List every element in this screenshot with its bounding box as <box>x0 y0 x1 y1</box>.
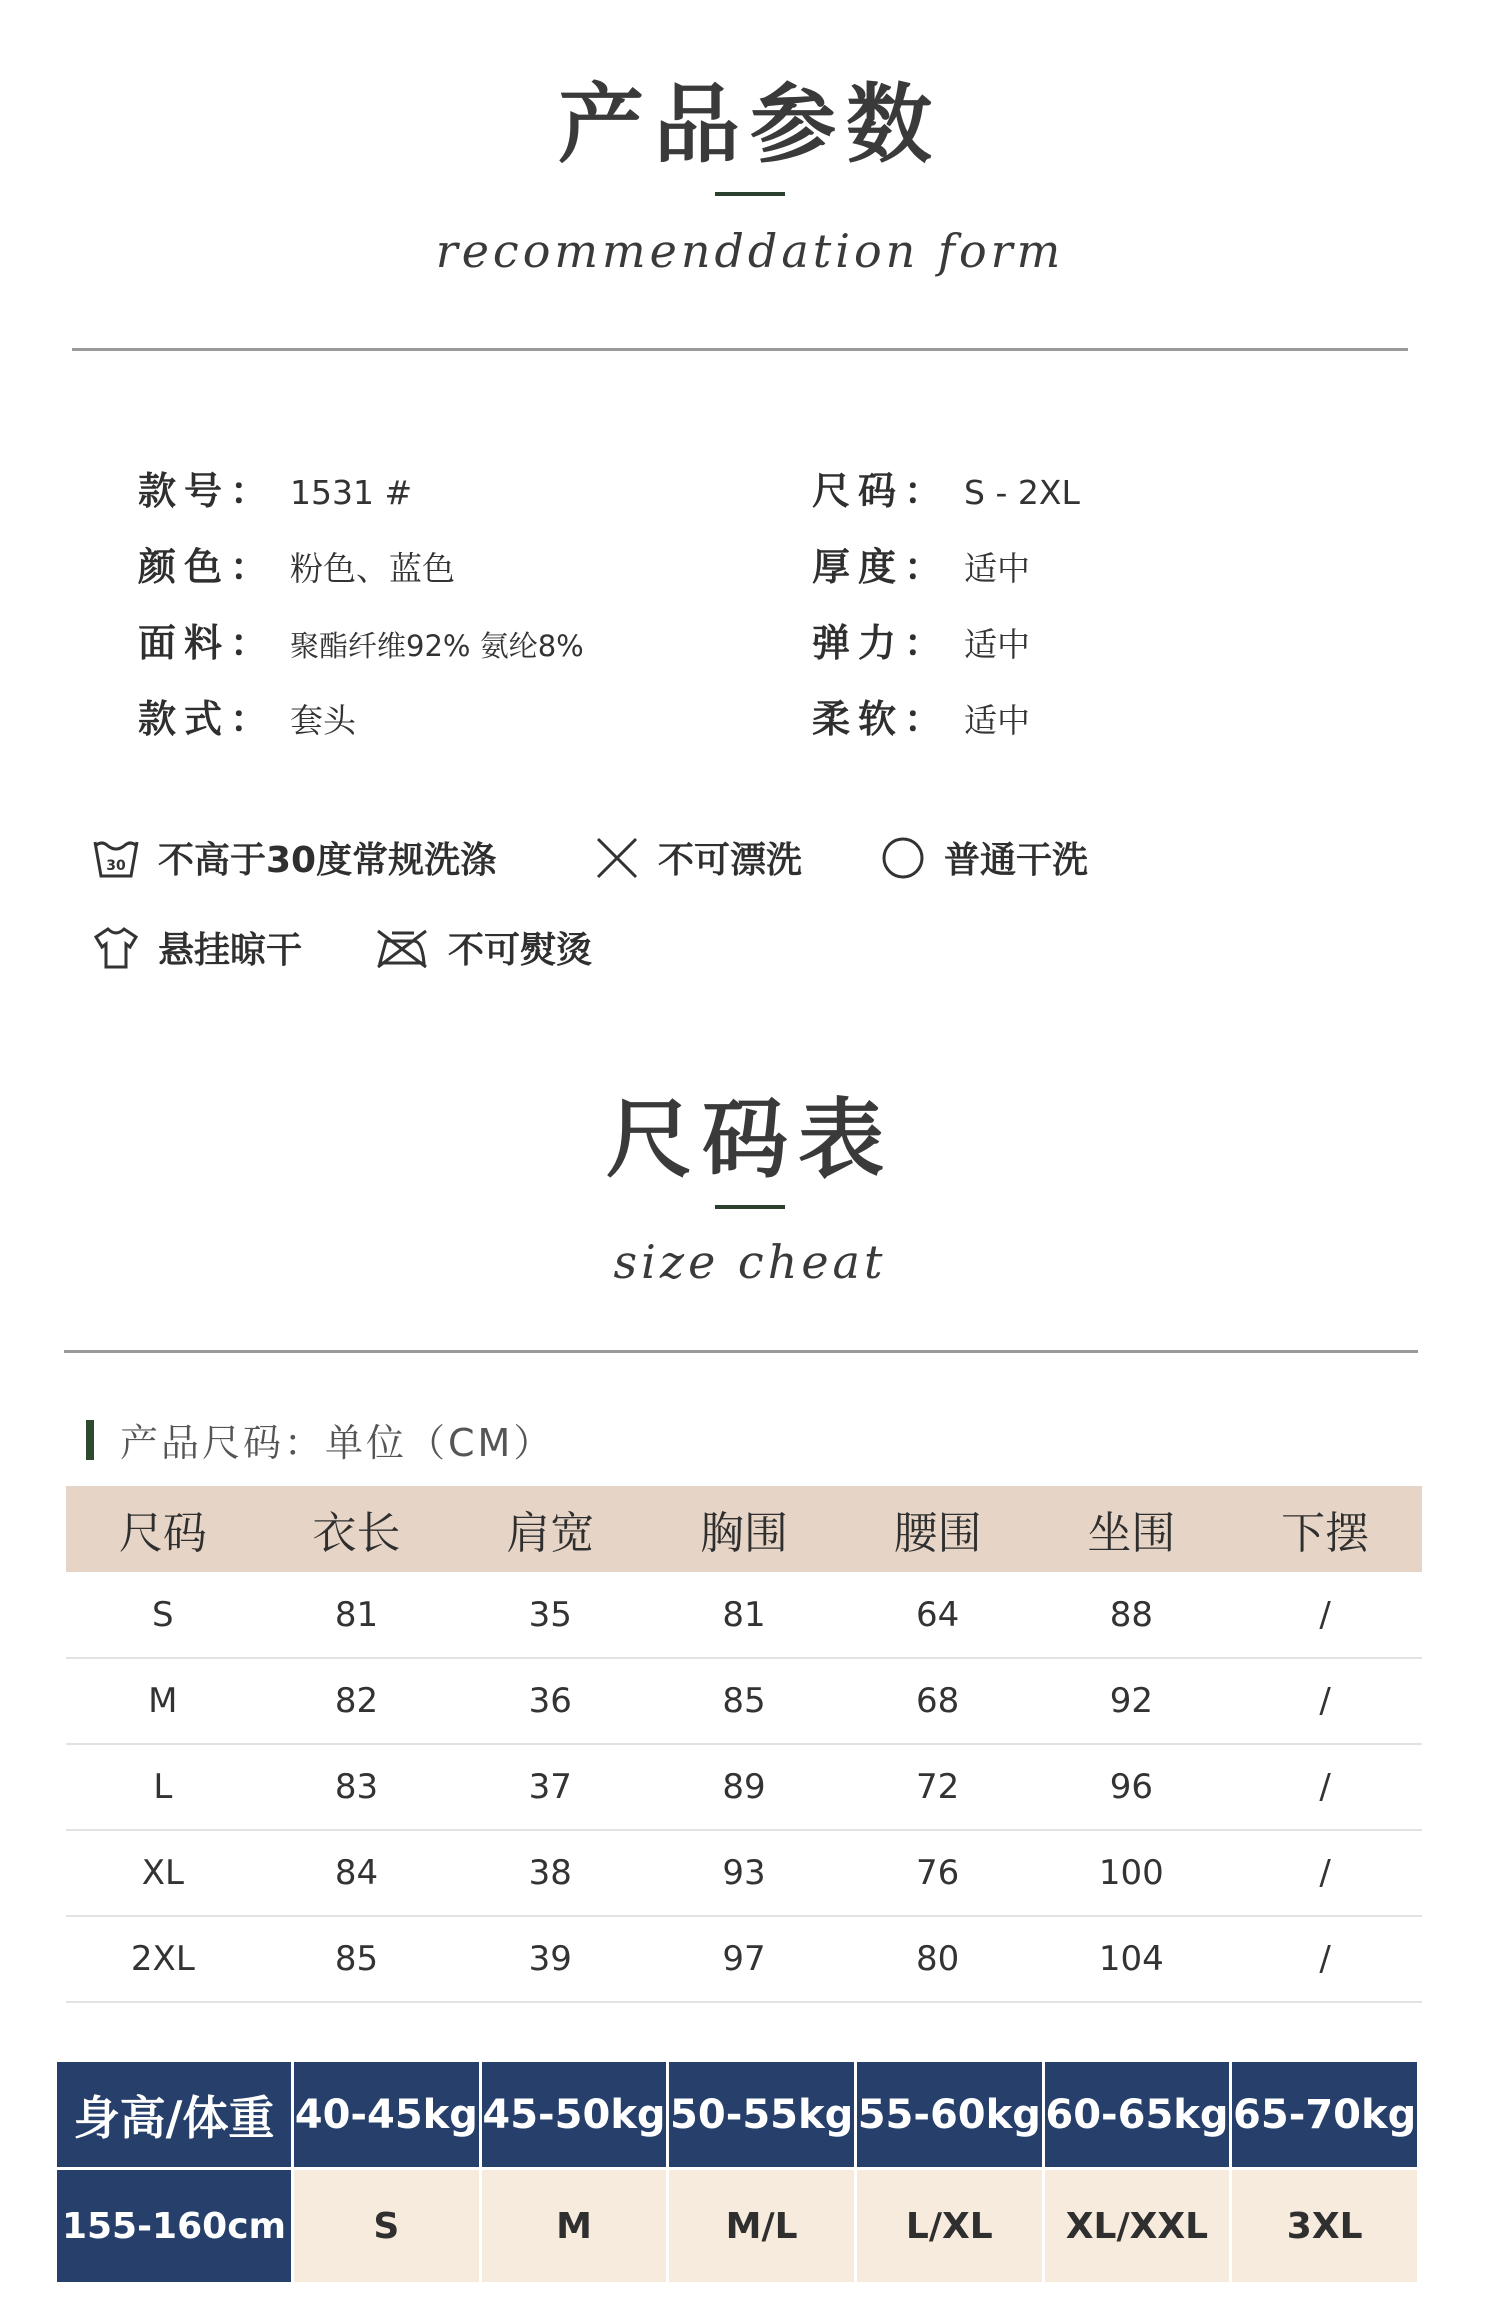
care-no-iron: 不可熨烫 <box>374 922 592 973</box>
param-softness: 柔软 ： 适中 <box>812 697 1031 741</box>
size-table <box>66 1486 1422 2003</box>
col-header: 55-60kg <box>857 2062 1042 2170</box>
table-row: M 82 36 85 68 92 / <box>66 1658 1422 1744</box>
param-size: 尺码 ： S - 2XL <box>812 469 1080 513</box>
fit-table-header <box>57 2062 1417 2170</box>
product-params-heading <box>0 70 1500 278</box>
size-table-header <box>66 1486 1422 1572</box>
wash-30-icon <box>92 836 140 880</box>
col-header: 坐围 <box>1035 1486 1229 1572</box>
size-table-caption: 产品尺码：单位（CM） <box>86 1412 554 1467</box>
title-underline <box>715 1205 785 1209</box>
no-bleach-icon <box>594 835 640 881</box>
caption-marker <box>86 1420 94 1460</box>
divider <box>72 348 1408 351</box>
col-header: 45-50kg <box>482 2062 667 2170</box>
size-chart-heading <box>0 1085 1500 1289</box>
table-row: 155-160cm S M M/L L/XL XL/XXL 3XL <box>57 2170 1417 2282</box>
product-params-subtitle: recommenddation form <box>435 224 1065 278</box>
col-header: 65-70kg <box>1232 2062 1417 2170</box>
care-wash: 30 不高于30度常规洗涤 <box>92 832 496 883</box>
table-row: XL 84 38 93 76 100 / <box>66 1830 1422 1916</box>
no-iron-icon <box>374 925 430 971</box>
table-row: L 83 37 89 72 96 / <box>66 1744 1422 1830</box>
col-header: 胸围 <box>647 1486 841 1572</box>
table-row: 2XL 85 39 97 80 104 / <box>66 1916 1422 2002</box>
col-header: 肩宽 <box>453 1486 647 1572</box>
param-thickness: 厚度 ： 适中 <box>812 545 1031 589</box>
param-fabric: 面料 ： 聚酯纤维92% 氨纶8% <box>138 621 584 665</box>
col-header: 衣长 <box>260 1486 454 1572</box>
table-row: S 81 35 81 64 88 / <box>66 1572 1422 1658</box>
col-header: 50-55kg <box>669 2062 854 2170</box>
care-no-bleach: 不可漂洗 <box>594 832 802 883</box>
product-params-title: 产品参数 <box>558 74 942 175</box>
col-header: 40-45kg <box>294 2062 479 2170</box>
size-chart-subtitle: size cheat <box>613 1235 887 1289</box>
divider <box>64 1350 1418 1353</box>
col-header: 60-65kg <box>1045 2062 1230 2170</box>
svg-text:30: 30 <box>106 857 126 874</box>
size-chart-title: 尺码表 <box>606 1089 894 1190</box>
col-header: 身高/体重 <box>57 2062 291 2170</box>
param-style: 款式 ： 套头 <box>138 697 357 741</box>
param-color: 颜色 ： 粉色、蓝色 <box>138 545 456 589</box>
care-hang-dry: 悬挂晾干 <box>92 922 302 973</box>
col-header: 腰围 <box>841 1486 1035 1572</box>
hang-dry-icon <box>92 925 140 971</box>
dry-clean-icon <box>880 835 926 881</box>
col-header: 尺码 <box>66 1486 260 1572</box>
param-style-no: 款号 ： 1531 # <box>138 469 413 513</box>
fit-table <box>54 2062 1420 2282</box>
title-underline <box>715 192 785 196</box>
param-elasticity: 弹力 ： 适中 <box>812 621 1031 665</box>
care-dry-clean: 普通干洗 <box>880 832 1088 883</box>
col-header: 下摆 <box>1228 1486 1422 1572</box>
